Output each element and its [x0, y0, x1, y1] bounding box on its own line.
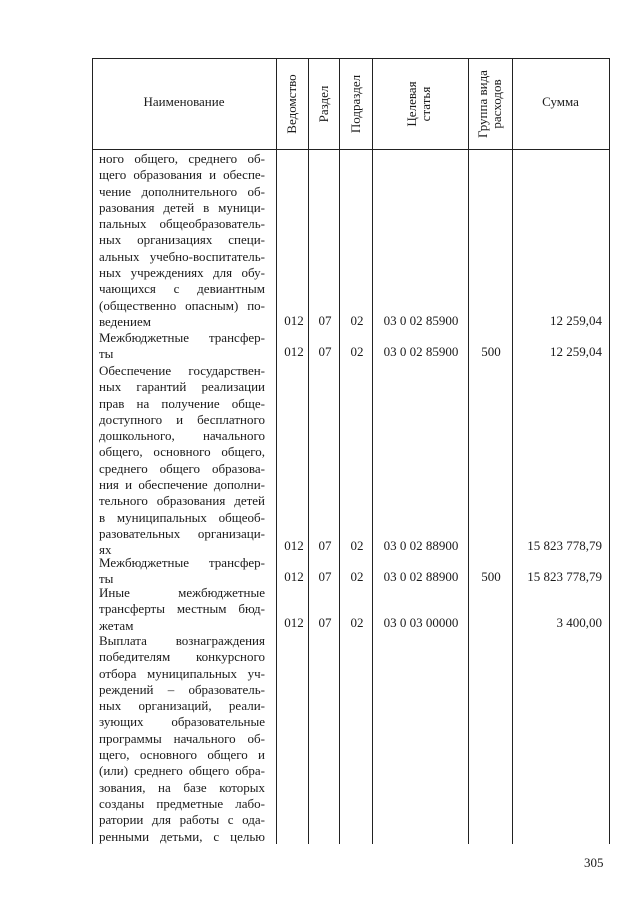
name-line: щего образования и обеспе- [99, 167, 265, 183]
name-line: отбора муниципальных уч- [99, 665, 265, 681]
name-line: Выплата вознаграждения [99, 633, 265, 648]
name-line: Межбюджетные трансфер- [99, 555, 265, 570]
header-vedomstvo: Ведомство [284, 74, 299, 134]
column-divider [276, 58, 277, 844]
header-name: Наименование [143, 94, 225, 109]
cell-summa: 15 823 778,79 [527, 569, 602, 584]
cell-razdel: 07 [318, 569, 332, 584]
name-line: (или) среднего общего обра- [99, 763, 265, 779]
row-name [99, 363, 265, 559]
cell-celevaya: 03 0 02 88900 [383, 569, 459, 584]
name-line: дошкольного, начального [99, 428, 265, 444]
name-line: чающихся с девиантным [99, 281, 265, 297]
cell-podrazdel: 02 [350, 569, 364, 584]
name-line: разования детей в муници- [99, 199, 265, 215]
column-divider [609, 58, 610, 844]
name-line: зования, на базе которых [99, 779, 265, 795]
name-line: ты [99, 571, 114, 587]
cell-razdel: 07 [318, 615, 332, 630]
cell-summa: 3 400,00 [556, 615, 602, 630]
column-divider [468, 58, 469, 844]
header-razdel: Раздел [316, 85, 331, 123]
cell-vedomstvo: 012 [284, 344, 304, 359]
row-name [99, 555, 265, 588]
header-gruppa-line: расходов [489, 79, 504, 129]
cell-gruppa: 500 [481, 569, 501, 584]
cell-summa: 15 823 778,79 [527, 538, 602, 553]
name-line: Обеспечение государствен- [99, 363, 265, 378]
cell-vedomstvo: 012 [284, 538, 304, 553]
cell-celevaya: 03 0 02 85900 [383, 344, 459, 359]
column-divider [512, 58, 513, 844]
name-line: (общественно опасным) по- [99, 297, 265, 313]
name-line: Межбюджетные трансфер- [99, 330, 265, 345]
page-number: 305 [584, 855, 604, 870]
cell-celevaya: 03 0 02 85900 [383, 313, 459, 328]
name-line: ведением [99, 313, 151, 329]
name-line: зующих образовательные [99, 714, 265, 730]
name-line: разовательных организаци- [99, 525, 265, 541]
cell-razdel: 07 [318, 344, 332, 359]
name-line: в муниципальных общеоб- [99, 509, 265, 525]
cell-gruppa: 500 [481, 344, 501, 359]
name-line: трансферты местным бюд- [99, 601, 265, 617]
cell-summa: 12 259,04 [550, 344, 602, 359]
cell-vedomstvo: 012 [284, 569, 304, 584]
name-line: ях [99, 542, 112, 558]
cell-podrazdel: 02 [350, 344, 364, 359]
header-celevaya-line: статья [418, 86, 433, 122]
name-line: ты [99, 346, 114, 362]
name-line: созданы предметные лабо- [99, 795, 265, 811]
column-divider [339, 58, 340, 844]
name-line: альных учебно-воспитатель- [99, 248, 265, 264]
table-header-bottom-border [92, 149, 610, 150]
row-name [99, 330, 265, 363]
table-top-border [92, 58, 610, 59]
cell-podrazdel: 02 [350, 615, 364, 630]
name-line: жетам [99, 617, 134, 633]
name-line: общего, основного общего, [99, 444, 265, 460]
name-line: чение дополнительного об- [99, 183, 265, 199]
name-line: ренными детьми, с целью [99, 828, 265, 844]
name-line: ного общего, среднего об- [99, 151, 265, 166]
header-gruppa-line: Группа вида [475, 70, 490, 138]
row-name [99, 585, 265, 634]
cell-celevaya: 03 0 03 00000 [383, 615, 459, 630]
name-line: прав на получение обще- [99, 395, 265, 411]
name-line: ных организаций, реали- [99, 698, 265, 714]
cell-vedomstvo: 012 [284, 313, 304, 328]
name-line: победителям конкурсного [99, 649, 265, 665]
name-line: ратории для работы с ода- [99, 812, 265, 828]
cell-podrazdel: 02 [350, 538, 364, 553]
name-line: ных организациях специ- [99, 232, 265, 248]
name-line: среднего общего образова- [99, 460, 265, 476]
header-gruppa-vida-rashodov [476, 64, 504, 144]
name-line: Иные межбюджетные [99, 585, 265, 600]
name-line: ния и обеспечение дополни- [99, 477, 265, 493]
header-summa: Сумма [542, 94, 579, 109]
row-name [99, 633, 265, 845]
cell-summa: 12 259,04 [550, 313, 602, 328]
name-line: доступного и бесплатного [99, 411, 265, 427]
name-line: ных гарантий реализации [99, 379, 265, 395]
name-line: программы начального об- [99, 730, 265, 746]
name-line: пальных общеобразователь- [99, 216, 265, 232]
column-divider [372, 58, 373, 844]
column-divider [308, 58, 309, 844]
cell-razdel: 07 [318, 538, 332, 553]
row-name [99, 151, 265, 330]
name-line: тельного образования детей [99, 493, 265, 509]
header-celevaya-line: Целевая [404, 81, 419, 127]
column-divider [92, 58, 93, 844]
name-line: реждений – образователь- [99, 681, 265, 697]
header-podrazdel: Подраздел [348, 74, 363, 134]
header-celevaya-statya [405, 64, 433, 144]
cell-celevaya: 03 0 02 88900 [383, 538, 459, 553]
cell-vedomstvo: 012 [284, 615, 304, 630]
cell-podrazdel: 02 [350, 313, 364, 328]
name-line: щего, основного общего и [99, 747, 265, 763]
cell-razdel: 07 [318, 313, 332, 328]
name-line: ных учреждениях для обу- [99, 265, 265, 281]
